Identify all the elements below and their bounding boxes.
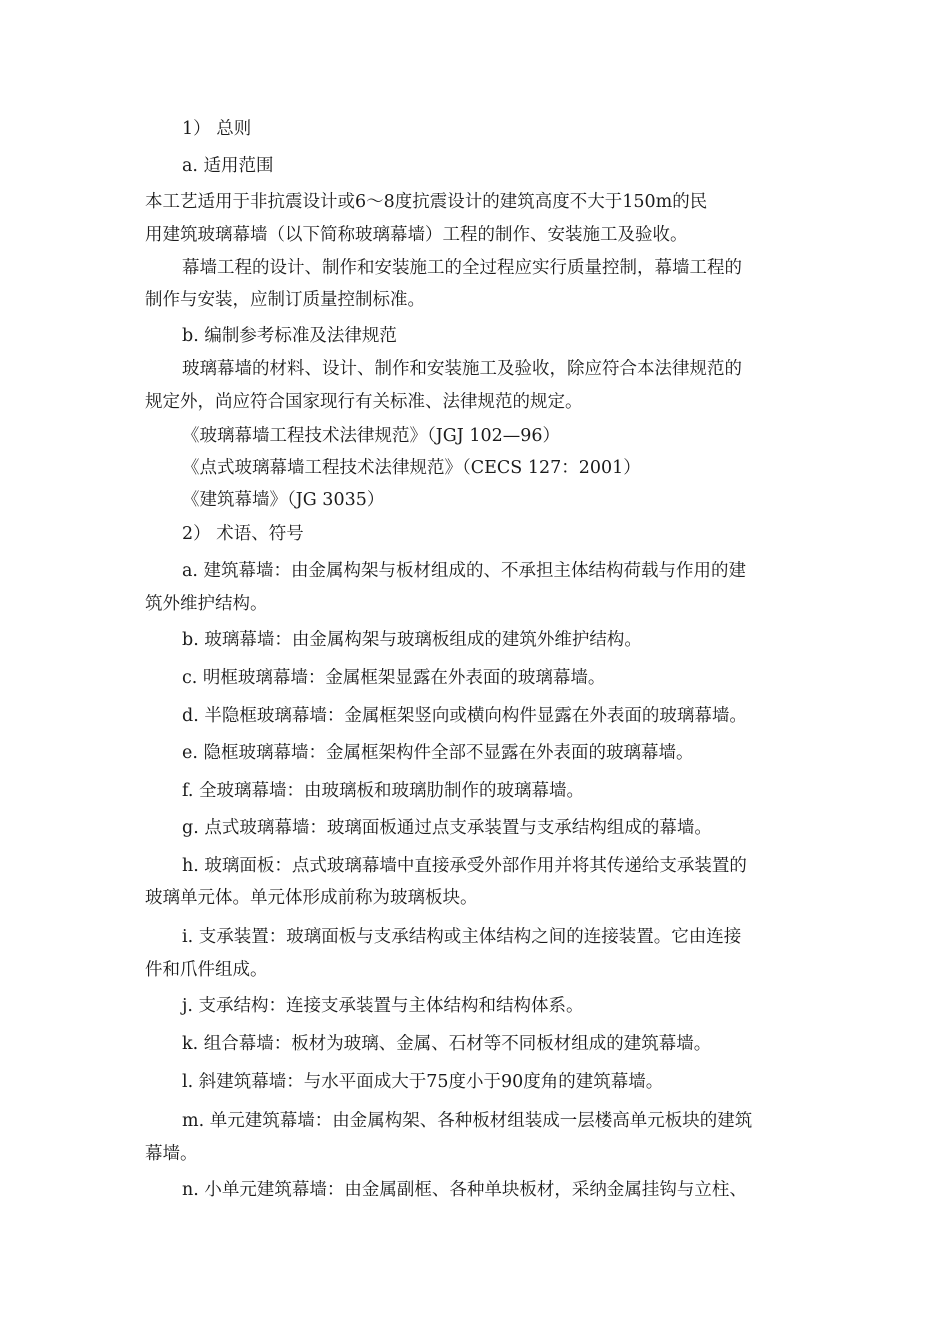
body-line: 玻璃幕墙的材料、设计、制作和安装施工及验收，除应符合本法律规范的 <box>182 359 742 379</box>
term-item: c. 明框玻璃幕墙：金属框架显露在外表面的玻璃幕墙。 <box>182 668 606 688</box>
term-item: a. 建筑幕墙：由金属构架与板材组成的、不承担主体结构荷载与作用的建 <box>182 561 747 581</box>
term-item: h. 玻璃面板：点式玻璃幕墙中直接承受外部作用并将其传递给支承装置的 <box>182 856 747 876</box>
section-heading-terms: 2） 术语、符号 <box>182 524 304 544</box>
term-item: k. 组合幕墙：板材为玻璃、金属、石材等不同板材组成的建筑幕墙。 <box>182 1034 712 1054</box>
term-item: l. 斜建筑幕墙：与水平面成大于75度小于90度角的建筑幕墙。 <box>182 1072 664 1092</box>
term-item-continuation: 玻璃单元体。单元体形成前称为玻璃板块。 <box>145 888 478 908</box>
term-item-continuation: 幕墙。 <box>145 1144 198 1164</box>
reference-item: 《玻璃幕墙工程技术法律规范》（JGJ 102—96） <box>182 426 560 446</box>
reference-item: 《建筑幕墙》（JG 3035） <box>182 490 385 510</box>
subsection-heading-scope: a. 适用范围 <box>182 156 274 176</box>
term-item: d. 半隐框玻璃幕墙：金属框架竖向或横向构件显露在外表面的玻璃幕墙。 <box>182 706 747 726</box>
reference-item: 《点式玻璃幕墙工程技术法律规范》（CECS 127：2001） <box>182 458 641 478</box>
body-line: 规定外，尚应符合国家现行有关标准、法律规范的规定。 <box>145 392 583 412</box>
term-item: j. 支承结构：连接支承装置与主体结构和结构体系。 <box>182 996 584 1016</box>
term-item-continuation: 筑外维护结构。 <box>145 594 268 614</box>
term-item: b. 玻璃幕墙：由金属构架与玻璃板组成的建筑外维护结构。 <box>182 630 642 650</box>
body-line: 本工艺适用于非抗震设计或6～8度抗震设计的建筑高度不大于150m的民 <box>145 192 708 212</box>
body-line: 制作与安装，应制订质量控制标准。 <box>145 290 425 310</box>
term-item: f. 全玻璃幕墙：由玻璃板和玻璃肋制作的玻璃幕墙。 <box>182 781 584 801</box>
term-item: e. 隐框玻璃幕墙：金属框架构件全部不显露在外表面的玻璃幕墙。 <box>182 743 694 763</box>
term-item-continuation: 件和爪件组成。 <box>145 960 268 980</box>
subsection-heading-standards: b. 编制参考标准及法律规范 <box>182 326 397 346</box>
body-line: 用建筑玻璃幕墙（以下简称玻璃幕墙）工程的制作、安装施工及验收。 <box>145 225 688 245</box>
term-item: n. 小单元建筑幕墙：由金属副框、各种单块板材，采纳金属挂钩与立柱、 <box>182 1180 747 1200</box>
body-line: 幕墙工程的设计、制作和安装施工的全过程应实行质量控制，幕墙工程的 <box>182 258 742 278</box>
term-item: g. 点式玻璃幕墙：玻璃面板通过点支承装置与支承结构组成的幕墙。 <box>182 818 712 838</box>
section-heading-general: 1） 总则 <box>182 119 252 139</box>
term-item: m. 单元建筑幕墙：由金属构架、各种板材组装成一层楼高单元板块的建筑 <box>182 1111 753 1131</box>
term-item: i. 支承装置：玻璃面板与支承结构或主体结构之间的连接装置。它由连接 <box>182 927 742 947</box>
